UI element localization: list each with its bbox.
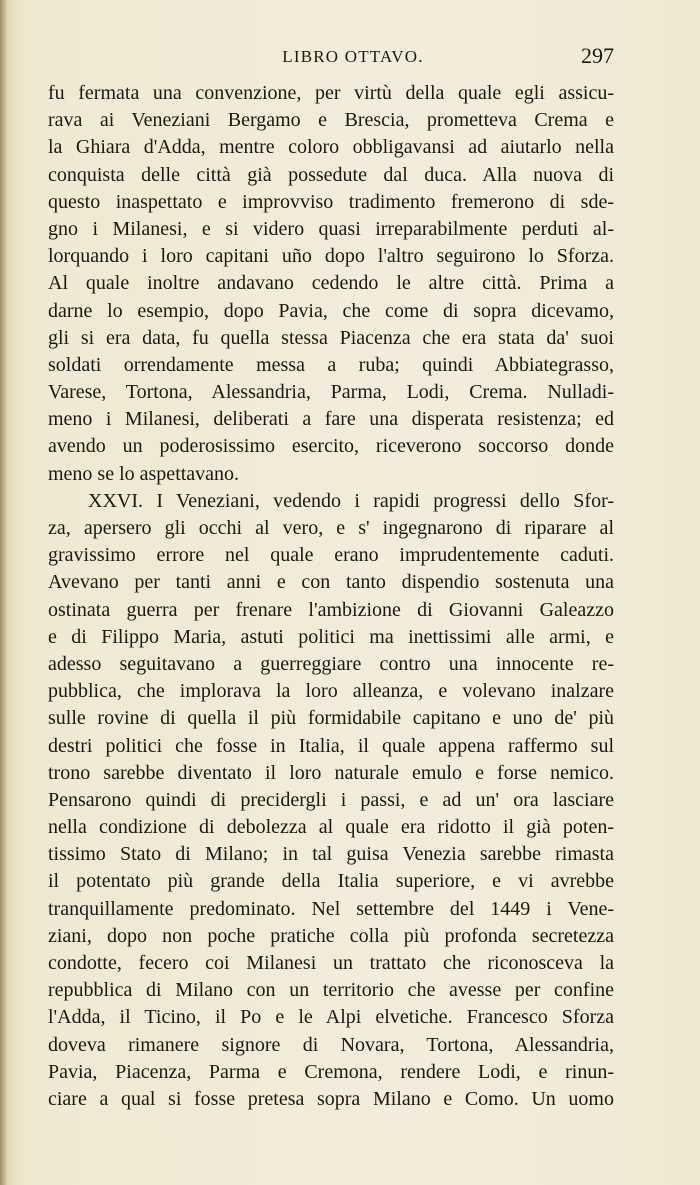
text-line: za, apersero gli occhi al vero, e s' ingegnarono di riparare al (48, 517, 614, 539)
text-line: meno i Milanesi, deliberati a fare una disperata resistenza; ed (48, 408, 614, 431)
text-line: tranquillamente predominato. Nel settembre del 1449 i Vene- (48, 897, 614, 920)
text-line: ziani, dopo non poche pratiche colla più profonda secretezza (48, 924, 614, 947)
text-line: questo inaspettato e improvviso tradimento fremerono di sde- (48, 190, 614, 213)
text-line: lorquando i loro capitani uño dopo l'altro seguirono lo Sforza. (48, 245, 614, 268)
text-line: soldati orrendamente messa a ruba; quindi Abbiategrasso, (48, 353, 614, 376)
text-line: avendo un poderosissimo esercito, riceverono soccorso donde (48, 435, 614, 458)
text-line: Al quale inoltre andavano cedendo le altre città. Prima a (48, 272, 614, 295)
text-line: trono sarebbe diventato il loro naturale emulo e forse nemico. (48, 761, 614, 784)
text-line: Varese, Tortona, Alessandria, Parma, Lodi, Crema. Nulladi- (48, 381, 614, 404)
text-line: repubblica di Milano con un territorio che avesse per confine (48, 979, 614, 1002)
page-header (48, 43, 614, 71)
text-line: adesso seguitavano a guerreggiare contro una innocente re- (48, 652, 614, 675)
page-number: 297 (581, 43, 614, 68)
text-line: fu fermata una convenzione, per virtù della quale egli assicu- (48, 82, 614, 104)
text-line: gravissimo errore nel quale erano imprudentemente caduti. (48, 544, 614, 567)
text-line: darne lo esempio, dopo Pavia, che come di sopra dicevamo, (48, 299, 614, 322)
text-line: Pensarono quindi di precidergli i passi, e ad un' ora lasciare (48, 788, 614, 811)
paragraph-end-line: meno se lo aspettavano. (48, 462, 240, 485)
text-line: conquista delle città già possedute dal duca. Alla nuova di (48, 163, 614, 186)
text-line: tissimo Stato di Milano; in tal guisa Venezia sarebbe rimasta (48, 843, 614, 866)
text-line: sulle rovine di quella il più formidabile capitano e uno de' più (48, 707, 614, 730)
text-line: pubblica, che implorava la loro alleanza, e volevano inalzare (48, 680, 614, 703)
text-line: l'Adda, il Ticino, il Po e le Alpi elvetiche. Francesco Sforza (48, 1006, 614, 1029)
running-title: LIBRO OTTAVO. (282, 47, 424, 66)
text-line: la Ghiara d'Adda, mentre coloro obbligavansi ad aiutarlo nella (48, 136, 614, 159)
text-line: il potentato più grande della Italia superiore, e vi avrebbe (48, 870, 614, 893)
text-line: e di Filippo Maria, astuti politici ma inettissimi alle armi, e (48, 625, 614, 648)
text-line: gno i Milanesi, e si videro quasi irreparabilmente perduti al- (48, 217, 614, 240)
text-line: condotte, fecero coi Milanesi un trattato che riconosceva la (48, 952, 614, 974)
text-line: destri politici che fosse in Italia, il quale appena raffermo sul (48, 734, 614, 757)
text-line: rava ai Veneziani Bergamo e Brescia, prometteva Crema e (48, 109, 614, 132)
section-start-line: XXVI. I Veneziani, vedendo i rapidi progressi dello Sfor- (88, 489, 614, 512)
text-line: ciare a qual si fosse pretesa sopra Milano e Como. Un uomo (48, 1087, 614, 1110)
text-line: doveva rimanere signore di Novara, Tortona, Alessandria, (48, 1033, 614, 1056)
text-line: gli si era data, fu quella stessa Piacenza che era stata da' suoi (48, 326, 614, 349)
text-line: Avevano per tanti anni e con tanto dispendio sostenuta una (48, 571, 614, 594)
page-binding-shadow (0, 0, 7, 1185)
text-line: ostinata guerra per frenare l'ambizione di Giovanni Galeazzo (48, 598, 614, 621)
body-text (48, 80, 614, 1113)
text-line: Pavia, Piacenza, Parma e Cremona, rendere Lodi, e rinun- (48, 1060, 614, 1083)
text-line: nella condizione di debolezza al quale era ridotto il già poten- (48, 816, 614, 839)
